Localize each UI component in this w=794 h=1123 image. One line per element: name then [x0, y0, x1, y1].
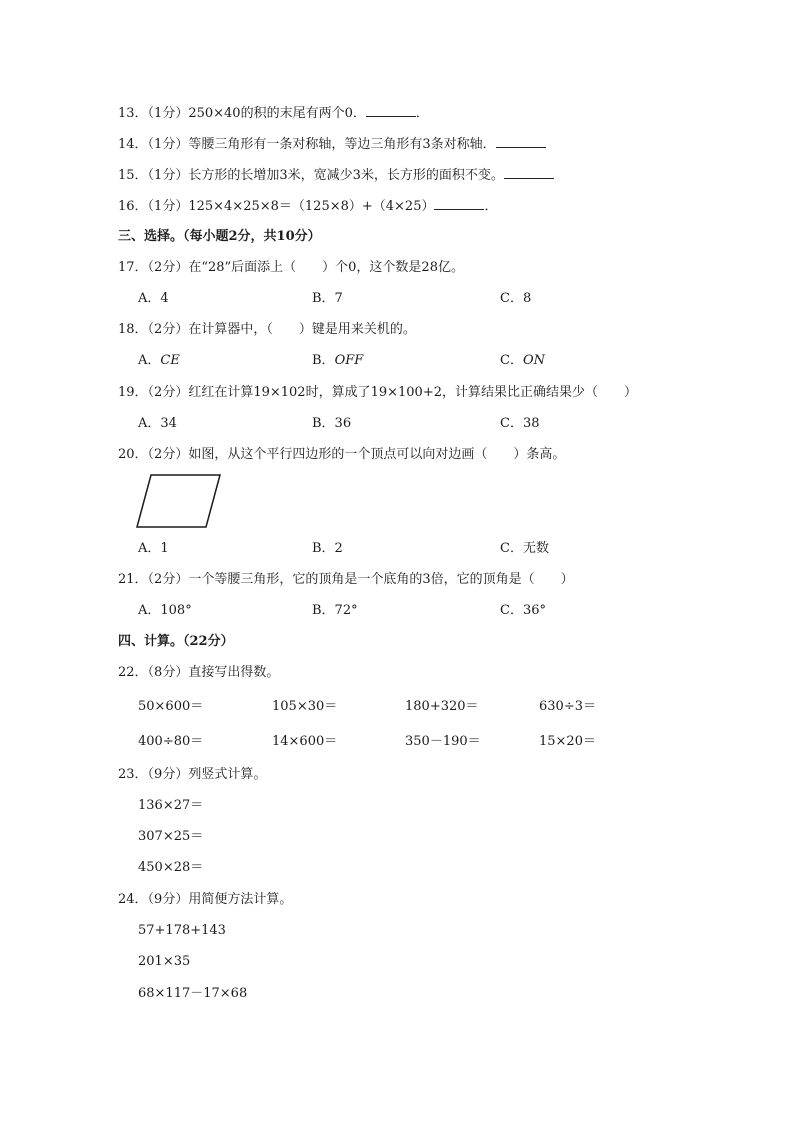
calc-item: 15×20＝ — [539, 734, 596, 749]
question-number: 17． — [118, 260, 148, 275]
calc-item: 630÷3＝ — [539, 699, 596, 714]
option-value: CE — [160, 353, 180, 368]
calc-item: 450×28＝ — [138, 860, 204, 875]
question-score: （2分） — [147, 322, 189, 337]
question-text: 等腰三角形有一条对称轴，等边三角形有3条对称轴． — [188, 137, 496, 152]
question-number: 23． — [118, 767, 148, 782]
question-score: （1分） — [147, 168, 189, 183]
question-number: 22． — [118, 665, 148, 680]
question-text: 125×4×25×8＝（125×8）+（4×25） — [188, 199, 435, 214]
question-19 — [118, 384, 637, 402]
question-13 — [118, 104, 429, 123]
question-text: 一个等腰三角形，它的顶角是一个底角的3倍，它的顶角是（ ） — [188, 572, 574, 587]
option-a[interactable]: A．108° — [138, 603, 192, 618]
calc-item: 180+320＝ — [405, 699, 479, 714]
option-b[interactable]: B．36 — [312, 416, 352, 431]
option-b[interactable]: B．2 — [312, 541, 343, 556]
question-20 — [118, 446, 565, 464]
question-number: 21． — [118, 572, 148, 587]
section-4-title: 四、计算。（22分） — [118, 634, 234, 649]
question-22 — [118, 664, 279, 682]
question-14 — [118, 135, 546, 154]
question-score: （1分） — [147, 137, 189, 152]
option-c[interactable]: C．36° — [500, 603, 546, 618]
question-number: 19． — [118, 385, 148, 400]
question-15 — [118, 166, 554, 185]
question-text: 红红在计算19×102时，算成了19×100+2，计算结果比正确结果少（ ） — [188, 385, 637, 400]
option-value: OFF — [334, 353, 364, 368]
option-a[interactable]: A．4 — [138, 291, 169, 306]
question-score: （2分） — [147, 572, 189, 587]
question-text: 用简便方法计算。 — [188, 892, 293, 907]
option-label: B． — [312, 353, 335, 368]
question-number: 20． — [118, 447, 148, 462]
question-text: 在计算器中，（ ）键是用来关机的。 — [188, 322, 416, 337]
parallelogram-figure — [134, 472, 224, 532]
calc-item: 105×30＝ — [272, 699, 338, 714]
question-score: （8分） — [147, 665, 189, 680]
option-value: ON — [522, 353, 545, 368]
option-a[interactable] — [138, 352, 180, 370]
option-a[interactable]: A．1 — [138, 541, 169, 556]
question-score: （1分） — [147, 106, 189, 121]
calc-item: 68×117－17×68 — [138, 986, 248, 1001]
question-number: 13． — [118, 106, 148, 121]
calc-item: 136×27＝ — [138, 798, 204, 813]
question-18 — [118, 321, 416, 339]
option-a[interactable]: A．34 — [138, 416, 177, 431]
option-b[interactable]: B．7 — [312, 291, 343, 306]
calc-item: 307×25＝ — [138, 829, 204, 844]
calc-item: 350－190＝ — [405, 734, 481, 749]
question-number: 18． — [118, 322, 148, 337]
question-score: （2分） — [147, 447, 189, 462]
question-score: （1分） — [147, 199, 189, 214]
option-b[interactable] — [312, 352, 363, 370]
question-number: 24． — [118, 892, 148, 907]
question-24 — [118, 891, 292, 909]
question-23 — [118, 766, 266, 784]
question-text: 直接写出得数。 — [188, 665, 280, 680]
question-score: （9分） — [147, 892, 189, 907]
question-16 — [118, 197, 498, 216]
question-number: 16． — [118, 199, 148, 214]
question-text: 250×40的积的末尾有两个0． — [188, 106, 366, 121]
question-text: 如图，从这个平行四边形的一个顶点可以向对边画（ ）条高。 — [188, 447, 566, 462]
calc-item: 400÷80＝ — [138, 734, 204, 749]
question-end: ． — [484, 199, 498, 214]
calc-item: 14×600＝ — [272, 734, 338, 749]
question-end: ． — [415, 106, 429, 121]
answer-blank[interactable] — [496, 135, 546, 148]
question-21 — [118, 571, 574, 589]
question-score: （9分） — [147, 767, 189, 782]
option-b[interactable]: B．72° — [312, 603, 358, 618]
option-label: C． — [500, 353, 523, 368]
calc-item: 57+178+143 — [138, 923, 226, 938]
option-c[interactable]: C．38 — [500, 416, 540, 431]
answer-blank[interactable] — [434, 197, 484, 210]
option-c[interactable]: C．8 — [500, 291, 532, 306]
calc-item: 50×600＝ — [138, 699, 204, 714]
question-number: 14． — [118, 137, 148, 152]
option-c[interactable] — [500, 352, 545, 370]
calc-item: 201×35 — [138, 954, 191, 969]
parallelogram-shape — [137, 475, 220, 527]
question-score: （2分） — [147, 385, 189, 400]
question-text: 列竖式计算。 — [188, 767, 267, 782]
question-number: 15． — [118, 168, 148, 183]
question-score: （2分） — [147, 260, 189, 275]
question-text: 长方形的长增加3米，宽减少3米，长方形的面积不变。 — [188, 168, 504, 183]
section-3-title: 三、选择。（每小题2分，共10分） — [118, 229, 321, 244]
answer-blank[interactable] — [504, 166, 554, 179]
question-17 — [118, 259, 464, 277]
answer-blank[interactable] — [366, 104, 416, 117]
question-text: 在“28”后面添上（ ）个0，这个数是28亿。 — [188, 260, 464, 275]
option-c[interactable]: C．无数 — [500, 541, 549, 556]
option-label: A． — [138, 353, 161, 368]
